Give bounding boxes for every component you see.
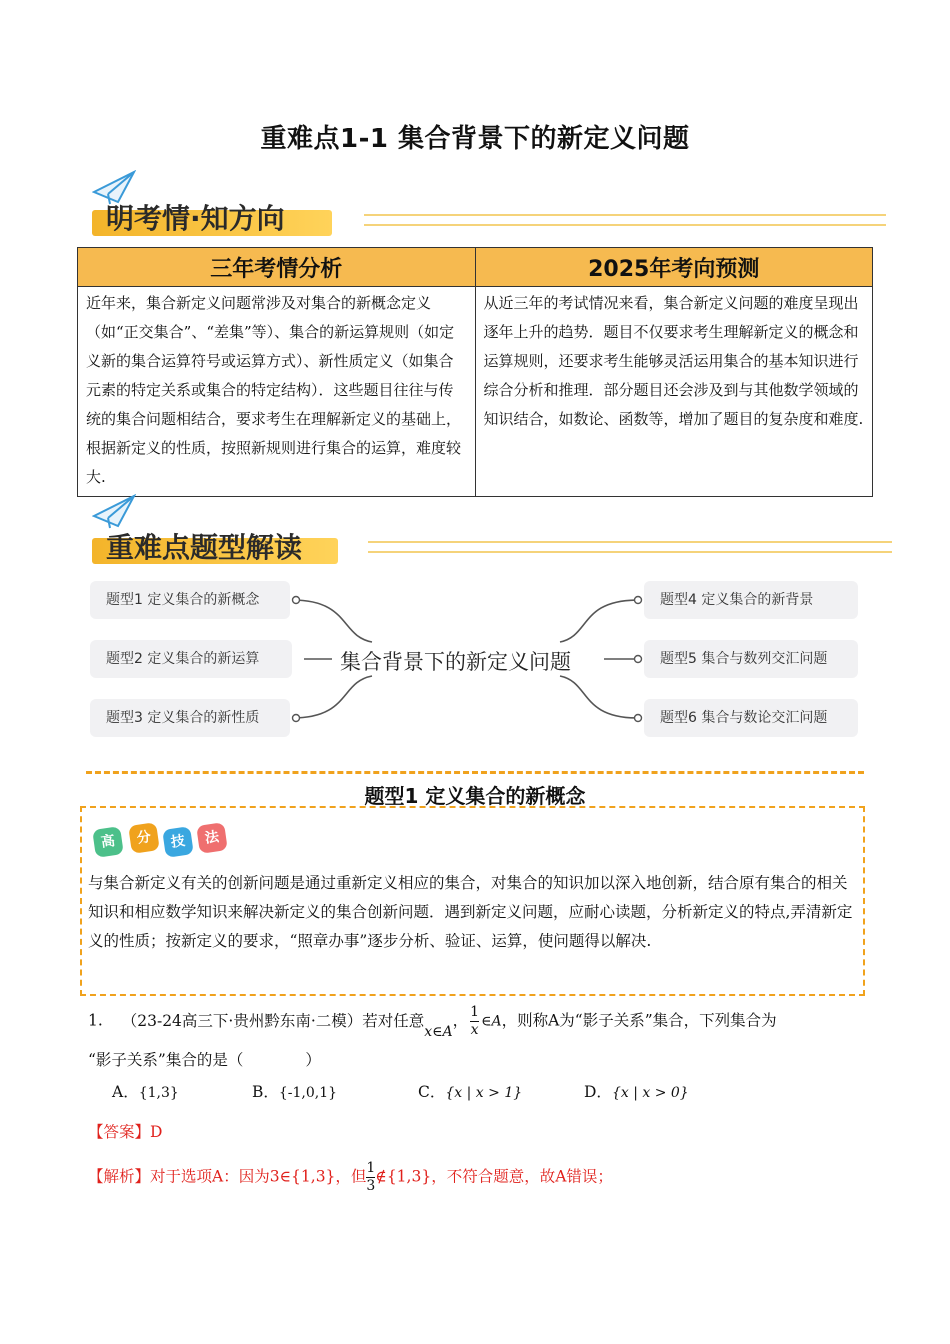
type-divider [86, 771, 864, 774]
option-d-label: D． [584, 1083, 612, 1101]
exam-analysis-table [77, 247, 873, 497]
section-heading-exam: 明考情·知方向 [106, 202, 285, 235]
badge-ji: 技 [162, 826, 194, 858]
mindmap-node-type2: 题型2 定义集合的新运算 [90, 640, 292, 678]
question-source: （23-24高三下·贵州黔东南·二模）若对任意 [121, 1011, 425, 1030]
analysis-part-a: 对于选项A：因为3∈{1,3}，但 [150, 1167, 367, 1186]
mindmap-node-type6: 题型6 集合与数论交汇问题 [644, 699, 858, 737]
question-cond2: ∈A [481, 1013, 502, 1030]
section-heading-types: 重难点题型解读 [106, 531, 303, 564]
question-fraction [470, 1004, 479, 1039]
option-b[interactable] [252, 1080, 337, 1102]
table-cell-analysis: 近年来，集合新定义问题常涉及对集合的新概念定义（如“正交集合”、“差集”等）、集合的新运算规则（如定义新的集合运算符号或运算方式）、新性质定义（如集合元素的特定关系或集合的特定结构）．这些题目往往与传统的集合问题相结合，要求考生在理解新定义的基础上，根据新定义的性质，按照新规则进行集合的运算，难度较大. [78, 287, 476, 497]
analysis-tag: 【解析】 [88, 1167, 151, 1186]
question-cond1: x∈A [424, 1023, 453, 1040]
option-c-label: C． [418, 1083, 446, 1101]
section-deco-lines [368, 541, 892, 553]
badge-fa: 法 [196, 822, 228, 854]
table-cell-forecast: 从近三年的考试情况来看，集合新定义问题的难度呈现出逐年上升的趋势．题目不仅要求考生理解新定义的概念和运算规则，还要求考生能够灵活运用集合的基本知识进行综合分析和推理．部分题目还会涉及到与其他数学领域的知识结合，如数论、函数等，增加了题目的复杂度和难度. [475, 287, 873, 497]
option-b-label: B． [252, 1083, 279, 1101]
question-tail: ，则称A为“影子关系”集合，下列集合为 [501, 1011, 777, 1030]
question-1-line2: “影子关系”集合的是（ ） [88, 1051, 321, 1069]
mindmap-node-type1: 题型1 定义集合的新概念 [90, 581, 290, 619]
answer-line [88, 1118, 162, 1147]
analysis-frac-den: 3 [366, 1178, 376, 1194]
question-comma: ， [452, 1011, 469, 1030]
question-1-line1 [88, 1004, 888, 1039]
analysis-part-b: ∉{1,3}，不符合题意，故A错误； [375, 1167, 613, 1186]
option-c[interactable] [418, 1080, 522, 1102]
option-a-value: {1,3} [138, 1085, 179, 1101]
option-c-value: {x | x > 1} [445, 1085, 523, 1101]
page-title: 重难点1-1 集合背景下的新定义问题 [260, 124, 690, 154]
option-a[interactable] [112, 1080, 179, 1102]
answer-value: D [150, 1123, 163, 1141]
option-d-value: {x | x > 0} [611, 1085, 689, 1101]
question-frac-num: 1 [470, 1004, 480, 1020]
table-header-analysis: 三年考情分析 [78, 248, 476, 287]
analysis-fraction [366, 1160, 375, 1195]
mindmap-node-type4: 题型4 定义集合的新背景 [644, 581, 858, 619]
tips-text: 与集合新定义有关的创新问题是通过重新定义相应的集合，对集合的知识加以深入地创新，结合原有集合的相关知识和相应数学知识来解决新定义的集合创新问题．遇到新定义问题，应耐心读题，分析新定义的特点,弄清新定义的性质；按新定义的要求，“照章办事”逐步分析、验证、运算，使问题得以解决. [88, 874, 853, 950]
option-b-value: {-1,0,1} [278, 1085, 338, 1101]
mindmap-center: 集合背景下的新定义问题 [340, 650, 571, 674]
answer-tag: 【答案】 [88, 1123, 151, 1141]
type1-title: 题型1 定义集合的新概念 [364, 784, 586, 808]
tips-badges [92, 822, 232, 862]
section-deco-lines [364, 214, 886, 226]
badge-fen: 分 [128, 822, 160, 854]
mindmap-node-type3: 题型3 定义集合的新性质 [90, 699, 290, 737]
mindmap-node-type5: 题型5 集合与数列交汇问题 [644, 640, 858, 678]
analysis-frac-num: 1 [366, 1160, 376, 1176]
question-number: 1. [88, 1011, 103, 1030]
analysis-line [88, 1160, 888, 1195]
option-d[interactable] [584, 1080, 689, 1102]
paper-plane-icon [92, 494, 136, 530]
badge-gao: 高 [92, 826, 124, 858]
question-frac-den: x [470, 1022, 479, 1038]
table-header-forecast: 2025年考向预测 [475, 248, 873, 287]
option-a-label: A． [112, 1083, 139, 1101]
